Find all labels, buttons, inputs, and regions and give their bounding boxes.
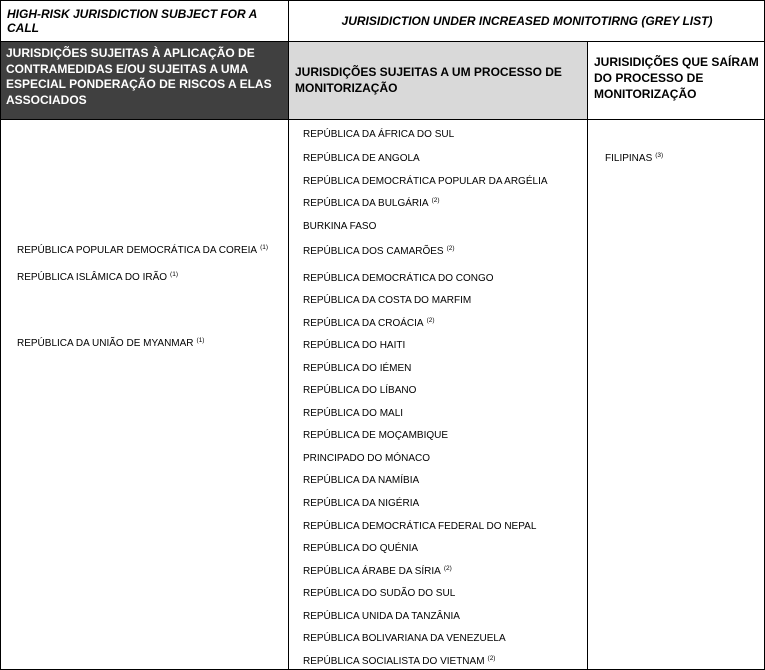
list-item [303,195,440,210]
footnote-ref: (3) [655,152,664,159]
list-item-name: REPÚBLICA DEMOCRÁTICA POPULAR DA ARGÉLIA [303,176,548,187]
subheader-monitoring-label: JURISDIÇÕES SUJEITAS A UM PROCESSO DE MONITORIZAÇÃO [295,65,562,95]
list-item-name: REPÚBLICA ISLÂMICA DO IRÃO [17,272,168,283]
list-item-name: REPÚBLICA DA UNIÃO DE MYANMAR [17,338,194,349]
list-item-name: REPÚBLICA DA NIGÉRIA [303,498,420,509]
list-item-name: REPÚBLICA DE ANGOLA [303,153,420,164]
list-item [303,360,414,375]
footnote-ref: (2) [446,245,455,252]
list-item [17,242,268,257]
footnote-ref: (1) [196,337,205,344]
list-item-name: REPÚBLICA DEMOCRÁTICA FEDERAL DO NEPAL [303,521,537,532]
list-item-name: REPÚBLICA DO IÉMEN [303,363,412,374]
subheader-exited-label: JURISIDIÇÕES QUE SAÍRAM DO PROCESSO DE MONITORIZAÇÃO [594,55,759,101]
list-item [303,518,539,533]
list-item [303,270,497,285]
header-grey-list-label: JURISIDICTION UNDER INCREASED MONITOTIRNG (GREY LIST) [341,14,713,28]
list-item [303,382,419,397]
list-item-name: REPÚBLICA DA COSTA DO MARFIM [303,295,472,306]
list-item-name: REPÚBLICA DO SUDÃO DO SUL [303,588,456,599]
list-item [303,540,421,555]
list-item-name: REPÚBLICA DOS CAMARÕES [303,246,444,257]
list-item [303,585,458,600]
footnote-ref: (2) [426,317,435,324]
list-item [303,608,463,623]
list-item-name: REPÚBLICA DE MOÇAMBIQUE [303,430,449,441]
list-item-name: REPÚBLICA SOCIALISTA DO VIETNAM [303,656,485,667]
list-item [303,653,495,668]
list-item-name: REPÚBLICA DA BULGÁRIA [303,198,429,209]
header-high-risk [1,1,289,42]
list-item-name: PRINCIPADO DO MÓNACO [303,453,431,464]
footnote-ref: (2) [431,197,440,204]
list-item [303,218,379,233]
list-item [303,126,457,141]
list-item [303,337,408,352]
list-item-name: REPÚBLICA DO QUÉNIA [303,543,419,554]
subheader-monitoring [289,42,588,120]
header-high-risk-label: HIGH-RISK JURISDICTION SUBJECT FOR A CALL [7,7,257,35]
list-item-name: REPÚBLICA DEMOCRÁTICA DO CONGO [303,273,494,284]
list-item [303,495,422,510]
header-grey-list [289,1,765,42]
list-item [303,427,451,442]
countermeasures-column [1,120,289,669]
subheader-exited [588,42,765,120]
list-item [303,563,452,578]
monitoring-column [289,120,588,669]
list-item-name: REPÚBLICA DO LÍBANO [303,385,417,396]
footnote-ref: (1) [260,244,269,251]
list-item [605,150,663,165]
list-item [303,450,433,465]
list-item [303,405,406,420]
list-item-name: REPÚBLICA POPULAR DEMOCRÁTICA DA COREIA [17,245,258,256]
list-item [303,630,509,645]
list-item-name: REPÚBLICA DA CROÁCIA [303,318,424,329]
exited-column [588,120,765,669]
list-item-name: REPÚBLICA UNIDA DA TANZÂNIA [303,611,460,622]
list-item-name: REPÚBLICA DA ÁFRICA DO SUL [303,129,455,140]
list-item-name: BURKINA FASO [303,221,377,232]
footnote-ref: (2) [487,655,496,662]
list-item [303,315,435,330]
list-item [303,150,423,165]
list-item-name: REPÚBLICA DO HAITI [303,340,406,351]
footnote-ref: (2) [443,565,452,572]
list-item [303,292,474,307]
list-item [303,173,551,188]
list-item-name: REPÚBLICA ÁRABE DA SÍRIA [303,566,441,577]
list-item [303,472,422,487]
list-item [303,243,455,258]
footnote-ref: (1) [170,271,178,278]
list-item-name: FILIPINAS [605,153,653,164]
list-item [17,269,178,284]
subheader-countermeasures-label: JURISDIÇÕES SUJEITAS À APLICAÇÃO DE CONTRAMEDIDAS E/OU SUJEITAS A UMA ESPECIAL PONDERAÇÃO DE RISCOS A ELAS ASSOCIADOS [6,46,272,107]
list-item [17,335,204,350]
list-item-name: REPÚBLICA BOLIVARIANA DA VENEZUELA [303,633,506,644]
list-item-name: REPÚBLICA DA NAMÍBIA [303,475,420,486]
subheader-countermeasures [1,42,289,120]
list-item-name: REPÚBLICA DO MALI [303,408,404,419]
